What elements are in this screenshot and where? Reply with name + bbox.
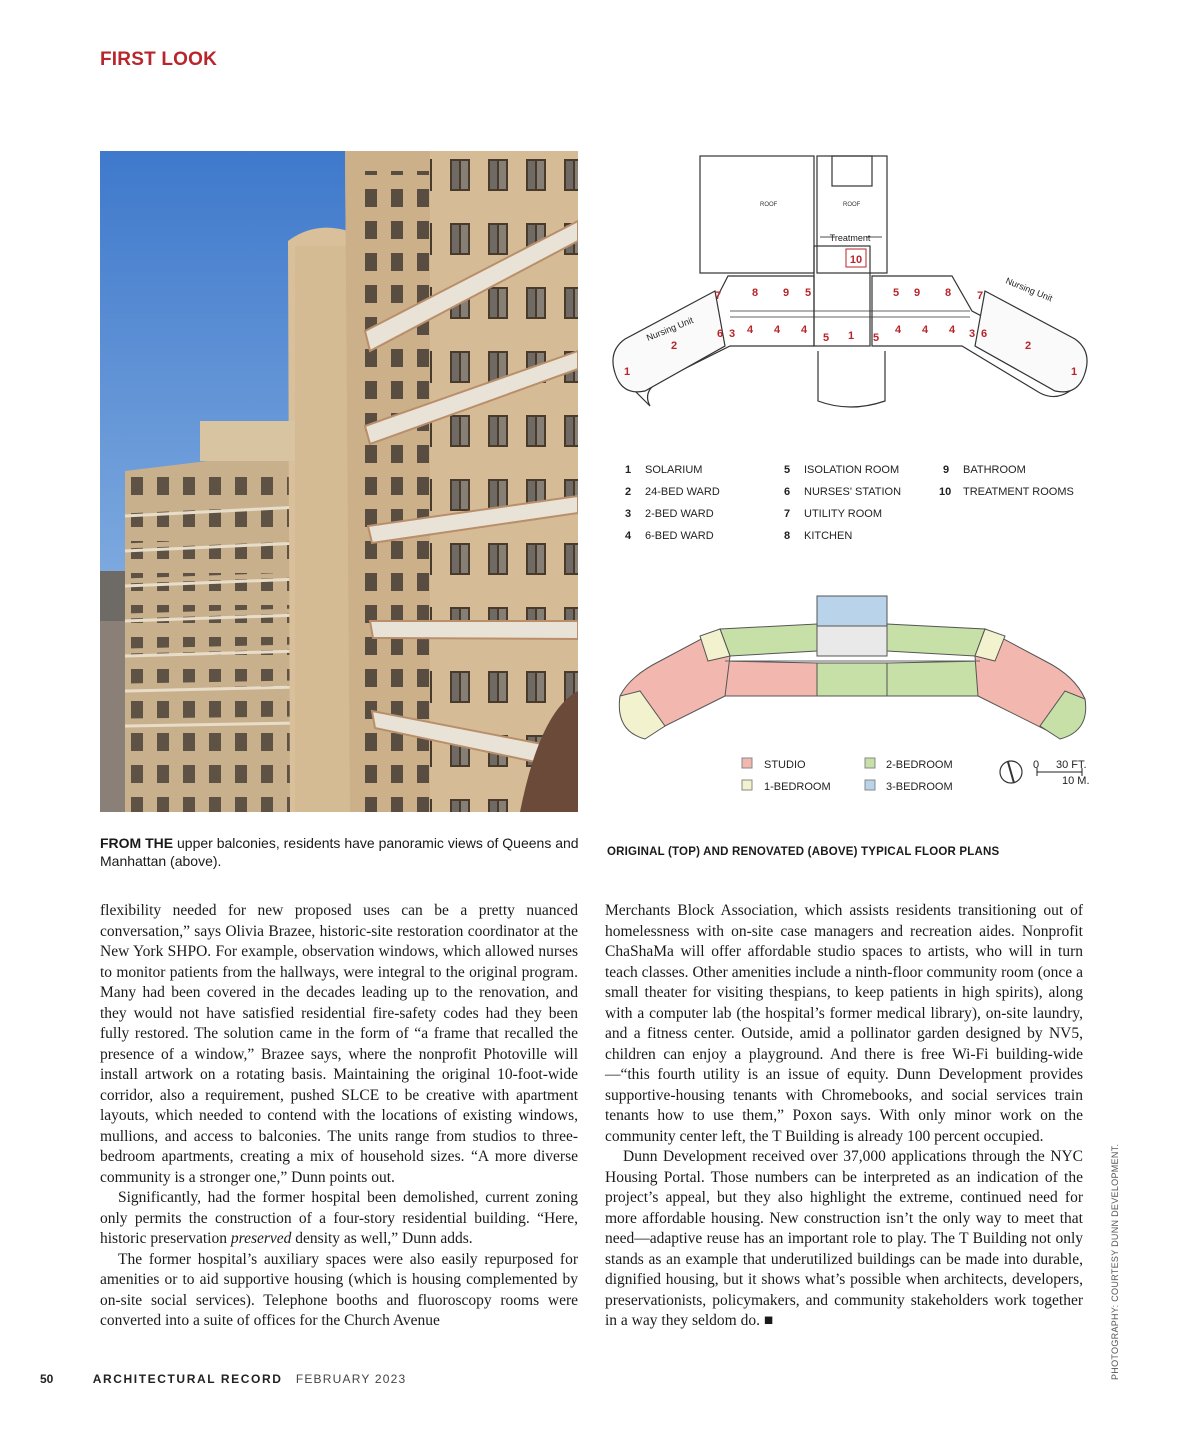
- publication-name: ARCHITECTURAL RECORD: [92, 1372, 283, 1386]
- legend-label: 1-BEDROOM: [764, 781, 831, 793]
- treatment-label: Treatment: [829, 233, 871, 243]
- legend-label: STUDIO: [764, 759, 806, 771]
- photo-credit: PHOTOGRAPHY: COURTESY DUNN DEVELOPMENT.: [1110, 1143, 1120, 1380]
- legend-swatch: [742, 758, 752, 768]
- paragraph: Significantly, had the former hospital been demolished, current zoning only permits the construction of a four-story residential building. “Here, historic preservation preserved density as well,” Dunn adds.: [100, 1189, 578, 1247]
- legend-label: 3-BEDROOM: [886, 781, 953, 793]
- floor-plans: [600, 151, 1100, 811]
- room-number: 3: [968, 328, 976, 340]
- key-label: 24-BED WARD: [645, 486, 720, 498]
- room-number: 8: [751, 287, 759, 299]
- paragraph: flexibility needed for new proposed uses can be a pretty nuanced conversation,” says Olivia Brazee, historic-site restoration coordinator at the New York SHPO. For example, observation windows, which allowed nurses to monitor patients from the hallways, were integral to the original program. Many had been covered in the decades leading up to the renovation, and they would not have satisfied residential fire-safety codes had they been fully restored. The solution came in the form of “a frame that recalled the presence of a window,” Brazee says, where the nonprofit Photoville will install artwork on a rotating basis. Maintaining the original 10-foot-wide corridor, also a requirement, pushed SLCE to be creative with apartment layouts, which needed to contend with the locations of existing windows, mullions, and access to balconies. The units range from studios to three-bedroom apartments, creating a mix of household sizes. “A more diverse community is a stronger one,” Dunn points out.: [100, 902, 578, 1186]
- room-number: 4: [894, 324, 902, 336]
- building-photo: [100, 151, 578, 812]
- roof-label-right: ROOF: [843, 202, 861, 208]
- scale-m: 10 M.: [1062, 775, 1090, 787]
- roof-label-left: ROOF: [760, 202, 778, 208]
- room-number: 4: [773, 324, 781, 336]
- key-num: 9: [943, 464, 950, 476]
- key-label: ISOLATION ROOM: [804, 464, 900, 476]
- key-label: TREATMENT ROOMS: [963, 486, 1074, 498]
- room-number: 5: [804, 287, 812, 299]
- room-key: [625, 464, 1074, 542]
- paragraph: Merchants Block Association, which assists residents transitioning out of homelessness with on-site case managers and recreation aides. Nonprofit ChaShaMa will offer affordable studio spaces to artists, who will in turn teach classes. Other amenities include a ninth-floor community room (once a small theater for visiting thespians, to keep patients in high spirits), along with a computer lab (the hospital’s former medical library), on-site laundry, and a fitness center. Outside, amid a pollinator garden designed by NV5, children can enjoy a playground. And there is free Wi-Fi building-wide—“this fourth utility is an issue of equity. Dunn Development provides supportive-housing tenants with Chromebooks, and social services train tenants how to use them,” Poxon says. With only minor work on the community center left, the T Building is already 100 percent occupied.: [605, 902, 1083, 1145]
- photo-caption: FROM THE upper balconies, residents have panoramic views of Queens and Manhattan (above).: [100, 835, 579, 869]
- room-number: 2: [1024, 340, 1032, 352]
- key-label: SOLARIUM: [645, 464, 703, 476]
- nursing-unit-right: Nursing Unit: [1004, 275, 1054, 304]
- room-number: 4: [746, 324, 754, 336]
- issue-date: FEBRUARY 2023: [295, 1372, 407, 1386]
- room-number: 4: [921, 324, 929, 336]
- legend-swatch: [742, 780, 752, 790]
- nursing-unit-left: Nursing Unit: [645, 315, 695, 343]
- key-num: 5: [784, 464, 791, 476]
- key-label: NURSES' STATION: [804, 486, 902, 498]
- page-footer: [40, 1372, 406, 1386]
- paragraph: The former hospital’s auxiliary spaces were also easily repurposed for amenities or to aid supportive housing (which is housing complemented by on-site social services). Telephone booths and fluoroscopy rooms were converted into a suite of offices for the Church Avenue: [100, 1250, 578, 1329]
- legend-swatch: [865, 780, 875, 790]
- room-number: 2: [670, 340, 678, 352]
- paragraph: Dunn Development received over 37,000 applications through the NYC Housing Portal. Those numbers can be interpreted as an indication of the project’s appeal, but they also highlight the extreme, continued need for more affordable housing. New construction isn’t the only way to meet that need—adaptive reuse has an important role to play. The T Building not only stands as an example that underutilized buildings can be made into durable, dignified housing, but it shows what’s possible when architects, developers, preservationists, policymakers, and community stakeholders work together in a way they seldom do. ■: [605, 1148, 1083, 1329]
- room-number: 5: [892, 287, 900, 299]
- body-column-right: [605, 901, 1083, 1332]
- legend-label: 2-BEDROOM: [886, 759, 953, 771]
- room-number: 4: [800, 324, 808, 336]
- plans-caption: ORIGINAL (TOP) AND RENOVATED (ABOVE) TYPICAL FLOOR PLANS: [607, 846, 1000, 858]
- key-label: 2-BED WARD: [645, 508, 714, 520]
- room-number: 1: [1070, 366, 1078, 378]
- scale-zero: 0: [1033, 759, 1040, 771]
- room-number: 4: [948, 324, 956, 336]
- room-number: 5: [822, 332, 830, 344]
- scale-bar: [1033, 759, 1090, 787]
- section-label: FIRST LOOK: [100, 49, 218, 70]
- room-number: 1: [623, 366, 631, 378]
- renovated-floor-plan: [619, 596, 1085, 739]
- room-number: 7: [976, 290, 984, 302]
- room-number: 3: [728, 328, 736, 340]
- key-label: 6-BED WARD: [645, 530, 714, 542]
- unit-legend: [742, 758, 953, 793]
- room-number: 6: [980, 328, 988, 340]
- key-num: 6: [784, 486, 791, 498]
- room-number: 7: [714, 290, 722, 302]
- page-number: 50: [40, 1372, 54, 1386]
- key-num: 1: [625, 464, 632, 476]
- room-number: 10: [849, 254, 863, 266]
- key-num: 4: [625, 530, 632, 542]
- key-num: 8: [784, 530, 791, 542]
- key-num: 3: [625, 508, 632, 520]
- room-number: 8: [944, 287, 952, 299]
- body-column-left: [100, 901, 578, 1332]
- room-number: 5: [872, 332, 880, 344]
- room-number: 9: [782, 287, 790, 299]
- key-num: 2: [625, 486, 632, 498]
- key-label: KITCHEN: [804, 530, 853, 542]
- room-number: 1: [847, 330, 855, 342]
- north-arrow-icon: [1000, 761, 1022, 783]
- legend-swatch: [865, 758, 875, 768]
- room-number: 9: [913, 287, 921, 299]
- scale-ft: 30 FT.: [1056, 759, 1087, 771]
- key-num: 10: [939, 486, 952, 498]
- key-label: BATHROOM: [963, 464, 1026, 476]
- key-num: 7: [784, 508, 791, 520]
- key-label: UTILITY ROOM: [804, 508, 883, 520]
- room-number: 6: [716, 328, 724, 340]
